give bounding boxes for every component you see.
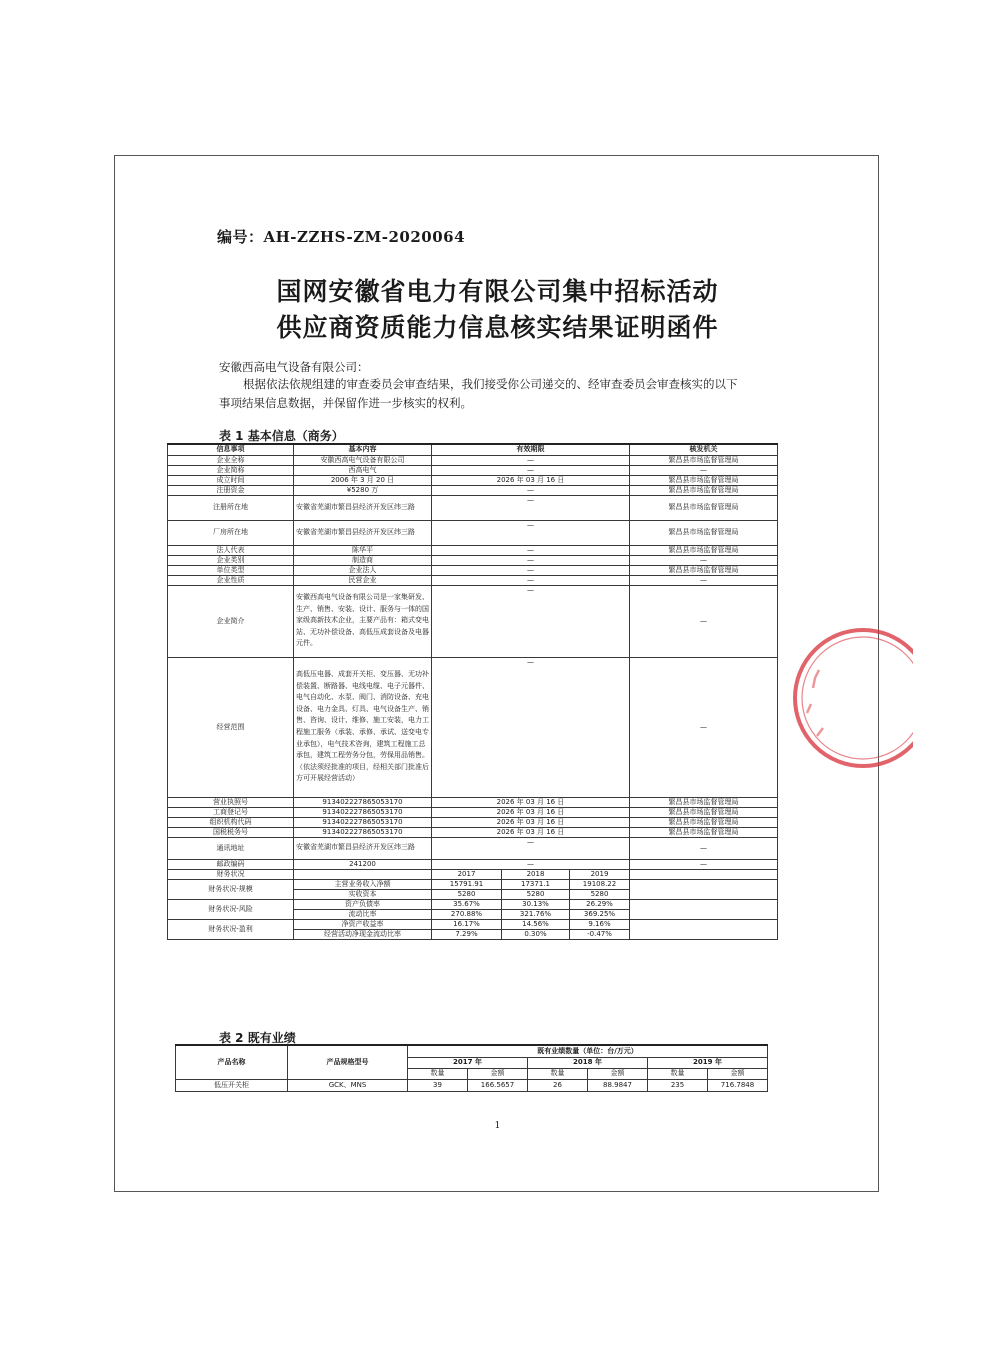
validity-cell: 2026 年 03 月 16 日: [432, 475, 630, 485]
table-row: [168, 817, 778, 827]
page-number: 1: [494, 1121, 501, 1131]
header-cell: 产品名称: [176, 1045, 288, 1079]
info-item-cell: 工商登记号: [168, 807, 294, 817]
validity-cell: —: [432, 455, 630, 465]
info-item-cell: 营业执照号: [168, 797, 294, 807]
validity-cell: —: [432, 465, 630, 475]
qty-cell: 39: [408, 1079, 468, 1091]
finance-value-cell: 16.17%: [432, 919, 502, 929]
table2-title: 表 2 既有业绩: [219, 1031, 296, 1045]
red-seal-stamp: [783, 618, 913, 778]
info-item-cell: 成立时间: [168, 475, 294, 485]
validity-cell: —: [432, 485, 630, 495]
authority-cell: 繁昌县市场监督管理局: [630, 495, 778, 520]
table-row: [168, 475, 778, 485]
table-row: [168, 485, 778, 495]
validity-cell: —: [432, 657, 630, 797]
finance-metric-cell: 主营业务收入净额: [294, 879, 432, 889]
authority-cell: —: [630, 555, 778, 565]
info-item-cell: 企业简介: [168, 585, 294, 657]
table-row: [168, 555, 778, 565]
amt-label: 金额: [468, 1068, 528, 1079]
document-title-line-2: 供应商资质能力信息核实结果证明函件: [276, 313, 719, 342]
finance-row: [168, 919, 778, 929]
info-content-cell: 制造商: [294, 555, 432, 565]
info-item-cell: 企业性质: [168, 575, 294, 585]
finance-row: [168, 879, 778, 889]
validity-cell: 2026 年 03 月 16 日: [432, 797, 630, 807]
document-number: 编号：AH-ZZHS-ZM-2020064: [217, 228, 466, 246]
table-header-row: [168, 444, 778, 455]
validity-cell: —: [432, 520, 630, 545]
validity-cell: 2026 年 03 月 16 日: [432, 827, 630, 837]
table-row: [168, 657, 778, 797]
info-content-cell: 2006 年 3 月 20 日: [294, 475, 432, 485]
finance-value-cell: 0.30%: [502, 929, 570, 939]
finance-metric-cell: 净资产收益率: [294, 919, 432, 929]
authority-cell: [630, 899, 778, 919]
finance-value-cell: 369.25%: [570, 909, 630, 919]
finance-group-label: 财务状况-盈利: [168, 919, 294, 939]
info-content-cell: 安徽西高电气设备有限公司是一家集研发、生产、销售、安装、设计、服务与一体的国家级高新技术企业，主要产品有：箱式变电站、无功补偿设备、高低压成套设备及电器元件。: [294, 585, 432, 657]
finance-value-cell: 5280: [432, 889, 502, 899]
document-page: [114, 155, 879, 1192]
table-row: [168, 837, 778, 859]
finance-value-cell: 14.56%: [502, 919, 570, 929]
year-cell: 2018 年: [528, 1057, 648, 1068]
header-cell: 既有业绩数量（单位：台/万元）: [408, 1045, 768, 1057]
finance-value-cell: 5280: [570, 889, 630, 899]
info-item-cell: 法人代表: [168, 545, 294, 555]
info-content-cell: 西高电气: [294, 465, 432, 475]
finance-value-cell: 35.67%: [432, 899, 502, 909]
info-content-cell: 913402227865053170: [294, 827, 432, 837]
header-cell: 信息事项: [168, 444, 294, 455]
authority-cell: —: [630, 859, 778, 869]
amt-cell: 166.5657: [468, 1079, 528, 1091]
authority-cell: 繁昌县市场监督管理局: [630, 817, 778, 827]
year-cell: 2017 年: [408, 1057, 528, 1068]
finance-metric-cell: 流动比率: [294, 909, 432, 919]
table-row: [168, 797, 778, 807]
info-item-cell: 企业类别: [168, 555, 294, 565]
info-content-cell: 241200: [294, 859, 432, 869]
authority-cell: —: [630, 837, 778, 859]
finance-metric-cell: 资产负债率: [294, 899, 432, 909]
table-row: [168, 859, 778, 869]
table-row: [168, 495, 778, 520]
qty-label: 数量: [648, 1068, 708, 1079]
authority-cell: 繁昌县市场监督管理局: [630, 545, 778, 555]
performance-table: [175, 1044, 768, 1092]
finance-metric-cell: 实收资本: [294, 889, 432, 899]
finance-value-cell: 30.13%: [502, 899, 570, 909]
info-item-cell: 组织机构代码: [168, 817, 294, 827]
header-cell: 有效期限: [432, 444, 630, 455]
validity-cell: 2026 年 03 月 16 日: [432, 807, 630, 817]
table-row: [168, 545, 778, 555]
info-content-cell: 安徽西高电气设备有限公司: [294, 455, 432, 465]
amt-cell: 88.9847: [588, 1079, 648, 1091]
year-cell: 2018: [502, 869, 570, 879]
table-row: [168, 520, 778, 545]
info-content-cell: 913402227865053170: [294, 807, 432, 817]
validity-cell: 2026 年 03 月 16 日: [432, 817, 630, 827]
finance-value-cell: 19108.22: [570, 879, 630, 889]
info-content-cell: 企业法人: [294, 565, 432, 575]
finance-group-label: 财务状况-规模: [168, 879, 294, 899]
validity-cell: —: [432, 859, 630, 869]
finance-header-row: [168, 869, 778, 879]
authority-cell: 繁昌县市场监督管理局: [630, 827, 778, 837]
info-content-cell: 陈华平: [294, 545, 432, 555]
authority-cell: —: [630, 465, 778, 475]
authority-cell: 繁昌县市场监督管理局: [630, 475, 778, 485]
info-item-cell: 国税税务号: [168, 827, 294, 837]
body-paragraph: 根据依法依规组建的审查委员会审查结果，我们接受你公司递交的、经审查委员会审查核实的以下事项结果信息数据，并保留作进一步核实的权利。: [219, 377, 738, 410]
document-title-line-1: 国网安徽省电力有限公司集中招标活动: [276, 277, 719, 306]
info-item-cell: 厂房所在地: [168, 520, 294, 545]
authority-cell: —: [630, 585, 778, 657]
authority-cell: 繁昌县市场监督管理局: [630, 485, 778, 495]
finance-value-cell: -0.47%: [570, 929, 630, 939]
table-row: [168, 455, 778, 465]
info-item-cell: 注册所在地: [168, 495, 294, 520]
authority-cell: —: [630, 657, 778, 797]
info-item-cell: 财务状况: [168, 869, 294, 879]
info-content-cell: 913402227865053170: [294, 817, 432, 827]
info-item-cell: 企业简称: [168, 465, 294, 475]
authority-cell: [630, 879, 778, 899]
info-content-cell: 民营企业: [294, 575, 432, 585]
table-row: [168, 807, 778, 817]
finance-value-cell: 9.16%: [570, 919, 630, 929]
info-content-cell: 高低压电器、成套开关柜、变压器、无功补偿装置、断路器、电线电缆、电子元器件、电气自动化、水泵、阀门、消防设备、充电设备、电力金具、灯具、电气设备生产、销售、咨询、设计、维修、施工安装，电力工程施工服务（承装、承修、承试、送变电专业承包），电气技术咨询，建筑工程施工总承包，建筑工程劳务分包，劳保用品销售。（依法须经批准的项目，经相关部门批准后方可开展经营活动）: [294, 657, 432, 797]
info-content-cell: 安徽省芜湖市繁昌县经济开发区纬三路: [294, 520, 432, 545]
authority-cell: 繁昌县市场监督管理局: [630, 797, 778, 807]
authority-cell: [630, 869, 778, 879]
authority-cell: 繁昌县市场监督管理局: [630, 565, 778, 575]
finance-value-cell: 17371.1: [502, 879, 570, 889]
validity-cell: —: [432, 565, 630, 575]
table-header-row: [176, 1045, 768, 1057]
qty-cell: 26: [528, 1079, 588, 1091]
validity-cell: —: [432, 585, 630, 657]
validity-cell: —: [432, 575, 630, 585]
qty-label: 数量: [408, 1068, 468, 1079]
authority-cell: 繁昌县市场监督管理局: [630, 520, 778, 545]
info-item-cell: 单位类型: [168, 565, 294, 575]
info-content-cell: 913402227865053170: [294, 797, 432, 807]
product-cell: 低压开关柜: [176, 1079, 288, 1091]
validity-cell: —: [432, 555, 630, 565]
finance-group-label: 财务状况-风险: [168, 899, 294, 919]
info-content-cell: [294, 869, 432, 879]
amt-label: 金额: [588, 1068, 648, 1079]
year-cell: 2019 年: [648, 1057, 768, 1068]
authority-cell: [630, 919, 778, 939]
header-cell: 基本内容: [294, 444, 432, 455]
finance-metric-cell: 经营活动净现金流动比率: [294, 929, 432, 939]
finance-value-cell: 5280: [502, 889, 570, 899]
amt-label: 金额: [708, 1068, 768, 1079]
info-item-cell: 通讯地址: [168, 837, 294, 859]
header-cell: 产品规格型号: [288, 1045, 408, 1079]
info-item-cell: 经营范围: [168, 657, 294, 797]
recipient: 安徽西高电气设备有限公司：: [219, 360, 369, 374]
model-cell: GCK、MNS: [288, 1079, 408, 1091]
authority-cell: 繁昌县市场监督管理局: [630, 807, 778, 817]
year-cell: 2017: [432, 869, 502, 879]
validity-cell: —: [432, 495, 630, 520]
info-item-cell: 邮政编码: [168, 859, 294, 869]
qty-label: 数量: [528, 1068, 588, 1079]
finance-row: [168, 899, 778, 909]
authority-cell: —: [630, 575, 778, 585]
amt-cell: 716.7848: [708, 1079, 768, 1091]
table1-title: 表 1 基本信息（商务）: [219, 429, 344, 443]
validity-cell: —: [432, 837, 630, 859]
table-row: [168, 565, 778, 575]
basic-info-table: [167, 443, 778, 940]
header-cell: 核发机关: [630, 444, 778, 455]
validity-cell: —: [432, 545, 630, 555]
info-item-cell: 注册资金: [168, 485, 294, 495]
info-content-cell: 安徽省芜湖市繁昌县经济开发区纬三路: [294, 495, 432, 520]
table-row: [168, 827, 778, 837]
qty-cell: 235: [648, 1079, 708, 1091]
finance-value-cell: 270.88%: [432, 909, 502, 919]
finance-value-cell: 26.29%: [570, 899, 630, 909]
info-content-cell: ¥5280 万: [294, 485, 432, 495]
info-item-cell: 企业全称: [168, 455, 294, 465]
table-row: [168, 585, 778, 657]
table-row: [168, 465, 778, 475]
info-content-cell: 安徽省芜湖市繁昌县经济开发区纬三路: [294, 837, 432, 859]
table-row: [168, 575, 778, 585]
finance-value-cell: 321.76%: [502, 909, 570, 919]
finance-value-cell: 7.29%: [432, 929, 502, 939]
year-cell: 2019: [570, 869, 630, 879]
finance-value-cell: 15791.91: [432, 879, 502, 889]
table-row: [176, 1079, 768, 1091]
authority-cell: 繁昌县市场监督管理局: [630, 455, 778, 465]
